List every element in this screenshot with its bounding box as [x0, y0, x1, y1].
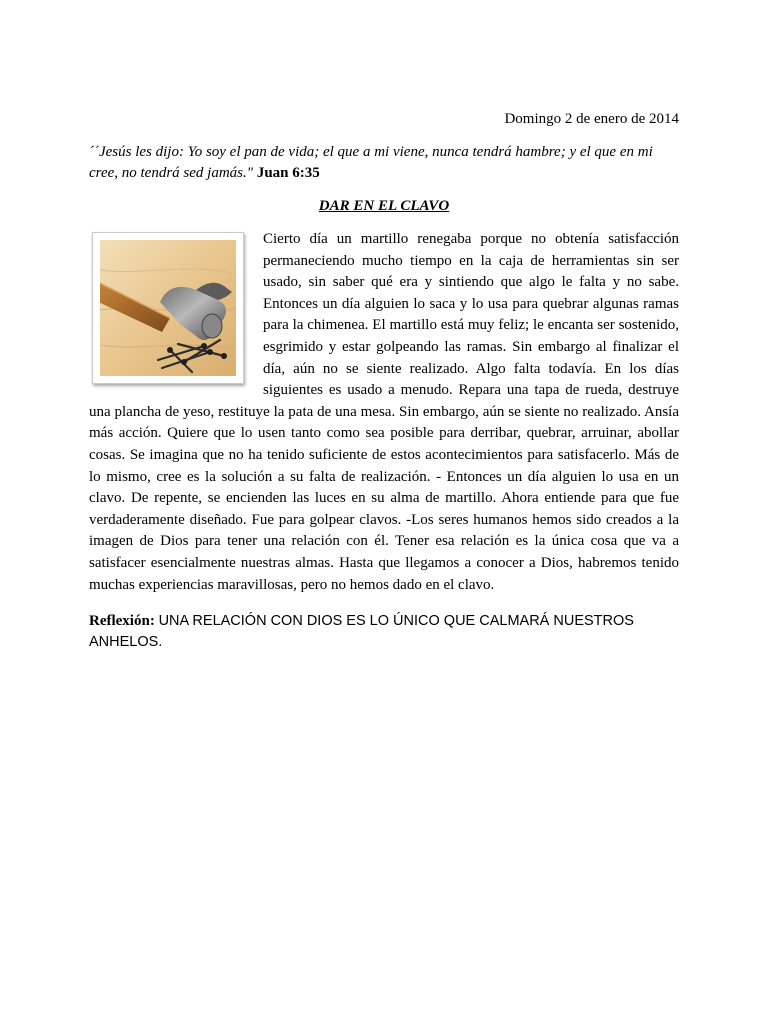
reflection-label: Reflexión:: [89, 613, 155, 629]
article-body-text: Cierto día un martillo renegaba porque no obtenía satisfacción permaneciendo mucho tiempo en la caja de herramientas sin ser usado, sin saber qué era y sintiendo que algo le falta y no sabe. Entonces un día alguien lo saca y lo usa para quebrar algunas ramas para la chimenea. El martillo está muy feliz; le encanta ser sostenido, esgrimido y estar golpeando las ramas. Sin embargo al finalizar el día, aún no se siente realizado. Algo falta todavía. En los días siguientes es usado a menudo. Repara una tapa de rueda, destruye una plancha de yeso, restituye la pata de una mesa. Sin embargo, aún se siente no realizado. Ansía más acción. Quiere que lo usen tanto como sea posible para derribar, quebrar, arruinar, abollar cosas. Se imagina que no ha tenido suficiente de estos acontecimientos para satisfacerlo. Más de lo mismo, cree es la solución a su falta de realización. - Entonces un día alguien lo usa en un clavo. De repente, se encienden las luces en su alma de martillo. Ahora entiende para que fue verdaderamente diseñado. Fue para golpear clavos. -Los seres humanos hemos sido creados a la imagen de Dios para tener una relación con él. Tener esa relación es la única cosa que va a satisfacer esencialmente nuestras almas. Hasta que llegamos a conocer a Dios, habremos tenido muchas experiencias maravillosas, pero no hemos dado en el clavo.: [89, 231, 679, 593]
article-title: DAR EN EL CLAVO: [318, 198, 450, 214]
quote-text: ´´Jesús les dijo: Yo soy el pan de vida; el que a mi viene, nunca tendrá hambre; y el que en mi cree, no tendrá sed jamás.": [89, 144, 653, 181]
hammer-and-nails-image: [92, 232, 244, 384]
quote-reference: Juan 6:35: [256, 165, 320, 181]
hammer-and-nails-icon: [100, 240, 236, 376]
reflection: [89, 611, 679, 653]
date-line: Domingo 2 de enero de 2014: [504, 111, 679, 127]
reflection-text: UNA RELACIÓN CON DIOS ES LO ÚNICO QUE CALMARÁ NUESTROS ANHELOS.: [89, 613, 634, 650]
bible-quote: [89, 142, 679, 184]
